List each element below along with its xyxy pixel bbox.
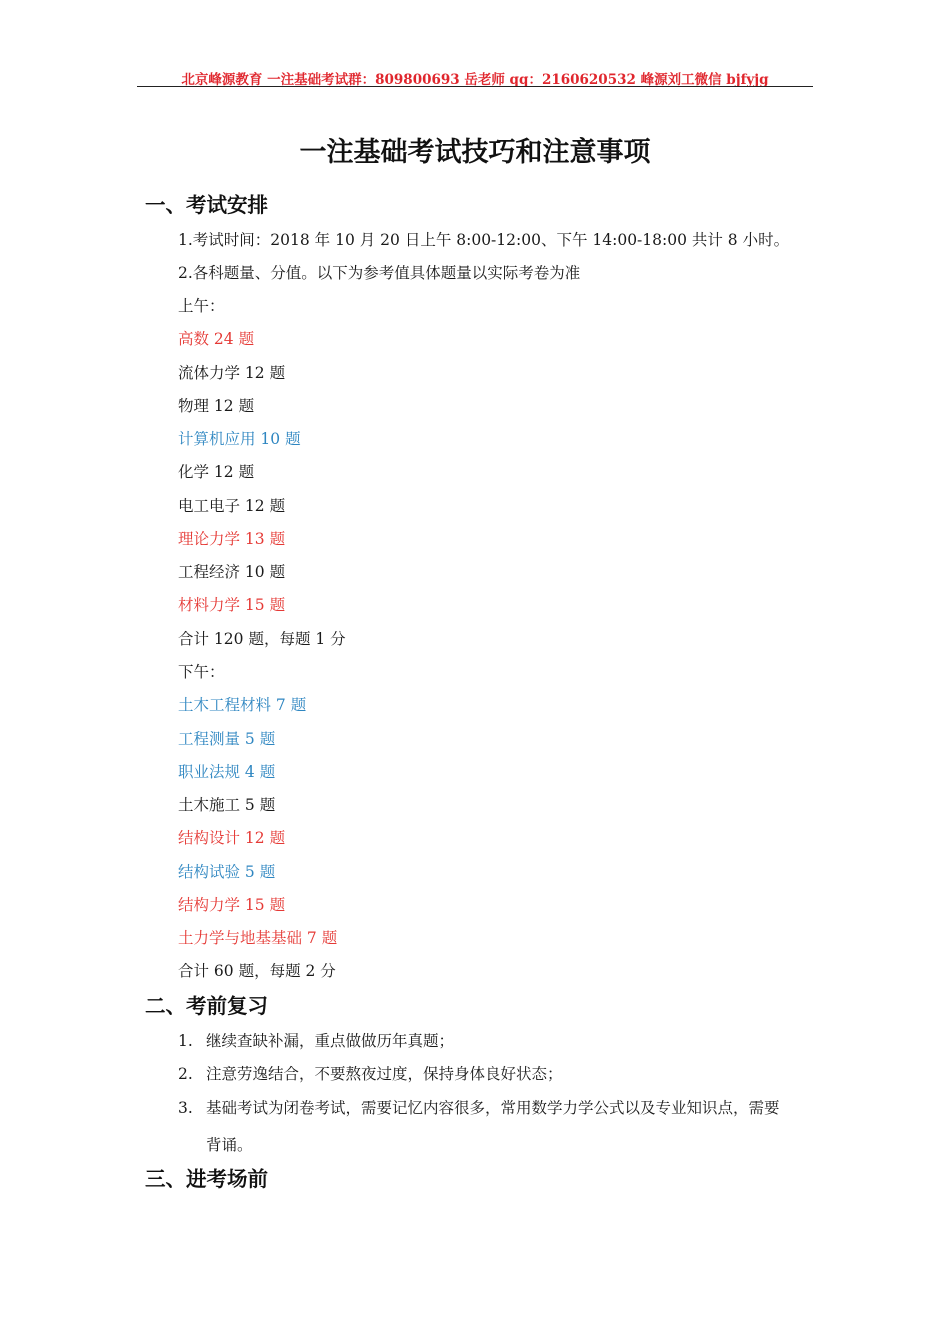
section-heading-review: 二、考前复习 [145,994,268,1018]
morning-subject-item: 电工电子 12 题 [178,497,286,515]
section-heading-arrangement: 一、考试安排 [145,193,268,217]
morning-total: 合计 120 题，每题 1 分 [178,630,346,648]
morning-subject-item: 理论力学 13 题 [178,530,286,548]
morning-label: 上午： [178,297,225,315]
review-item-text: 注意劳逸结合，不要熬夜过度，保持身体良好状态； [206,1065,563,1083]
review-item-number: 1. [178,1032,193,1050]
review-item-number: 2. [178,1065,193,1083]
section-heading-before-exam: 三、进考场前 [145,1167,268,1191]
afternoon-subject-item: 结构力学 15 题 [178,896,286,914]
review-item-continuation: 背诵。 [206,1136,253,1154]
afternoon-subject-item: 土木工程材料 7 题 [178,696,307,714]
review-item-text: 继续查缺补漏，重点做做历年真题； [206,1032,455,1050]
morning-subject-item: 计算机应用 10 题 [178,430,301,448]
morning-subject-item: 工程经济 10 题 [178,563,286,581]
afternoon-total: 合计 60 题，每题 2 分 [178,962,336,980]
page-header: 北京峰源教育 一注基础考试群：809800693 岳老师 qq：2160620532 峰源刘工微信 bjfyjg [181,72,769,88]
review-item [178,1062,563,1084]
exam-time-line: 1.考试时间：2018 年 10 月 20 日上午 8:00-12:00、下午 14:00-18:00 共计 8 小时。 [178,231,790,249]
afternoon-label: 下午： [178,663,225,681]
afternoon-subject-item: 结构设计 12 题 [178,829,286,847]
review-item [178,1029,454,1051]
morning-subject-item: 化学 12 题 [178,463,255,481]
afternoon-subject-item: 结构试验 5 题 [178,863,276,881]
morning-subject-item: 物理 12 题 [178,397,255,415]
afternoon-subject-item: 土力学与地基基础 7 题 [178,929,338,947]
morning-subject-item: 流体力学 12 题 [178,364,286,382]
morning-subject-item: 材料力学 15 题 [178,596,286,614]
scores-intro-line: 2.各科题量、分值。以下为参考值具体题量以实际考卷为准 [178,264,581,282]
review-item [178,1096,780,1118]
header-divider [137,86,813,87]
review-item-text: 基础考试为闭卷考试，需要记忆内容很多，常用数学力学公式以及专业知识点，需要 [206,1099,780,1117]
review-item-number: 3. [178,1099,193,1117]
afternoon-subject-item: 土木施工 5 题 [178,796,276,814]
document-title: 一注基础考试技巧和注意事项 [299,137,651,168]
afternoon-subject-item: 职业法规 4 题 [178,763,276,781]
morning-subject-item: 高数 24 题 [178,330,255,348]
afternoon-subject-item: 工程测量 5 题 [178,730,276,748]
